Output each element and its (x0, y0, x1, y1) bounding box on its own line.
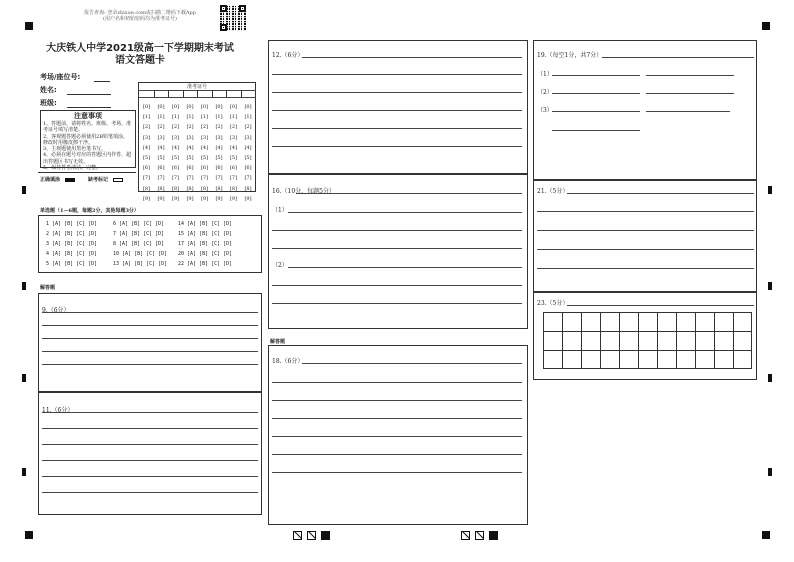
answer-line[interactable] (42, 351, 258, 352)
ticket-digit-bubble[interactable]: [1] (200, 114, 209, 121)
ticket-digit-bubble[interactable]: [9] (142, 195, 151, 202)
ticket-digit-bubble[interactable]: [2] (229, 124, 238, 131)
ticket-digit-bubble[interactable]: [3] (142, 134, 151, 141)
answer-line[interactable] (552, 75, 640, 76)
q16-part2-label: （2） (272, 262, 288, 269)
registration-mark-tr (762, 22, 770, 30)
ticket-digit-bubble[interactable]: [9] (200, 195, 209, 202)
ticket-digit-bubble[interactable]: [1] (244, 114, 252, 121)
ticket-digit-bubble[interactable]: [8] (244, 185, 252, 192)
ticket-digit-bubble[interactable]: [4] (215, 144, 223, 151)
registration-mark-bl (25, 531, 33, 539)
answer-line[interactable] (272, 74, 522, 75)
ticket-digit-bubble[interactable]: [2] (171, 124, 180, 131)
q19-part3-label: （3） (537, 107, 553, 114)
objective-question-row[interactable]: 2 [A] [B] [C] [D] (46, 231, 98, 237)
ticket-digit-bubble[interactable]: [0] (157, 104, 165, 110)
ticket-digit-bubble[interactable]: [6] (186, 165, 194, 172)
answer-line[interactable] (272, 285, 522, 286)
ticket-digit-bubble[interactable]: [5] (215, 154, 223, 161)
objective-question-row[interactable]: 3 [A] [B] [C] [D] (46, 241, 98, 247)
answer-line[interactable] (272, 128, 522, 129)
objective-question-row[interactable]: 10 [A] [B] [C] [D] (113, 251, 168, 257)
answer-line[interactable] (567, 193, 754, 194)
answer-line[interactable] (552, 130, 640, 131)
answer-line[interactable] (42, 364, 258, 365)
side-mark (768, 468, 772, 476)
exam-subtitle: 语文答题卡 (115, 55, 165, 66)
ticket-digit-bubble[interactable]: [0] (215, 104, 223, 110)
ticket-digit-bubble[interactable]: [2] (142, 124, 151, 131)
answer-line[interactable] (537, 211, 754, 212)
ticket-digit-bubble[interactable]: [5] (142, 154, 151, 161)
notice-box (40, 110, 136, 171)
ticket-digit-bubble[interactable]: [4] (229, 144, 238, 151)
ticket-digit-bubble[interactable]: [9] (171, 195, 180, 202)
notice-item: 3、主观题使用黑色笔书写。 (43, 146, 107, 152)
name-label: 姓名: (40, 86, 57, 94)
ticket-digit-bubble[interactable]: [8] (142, 185, 151, 192)
ticket-digit-bubble[interactable]: [3] (215, 134, 223, 141)
answer-line[interactable] (272, 110, 522, 111)
q9-label: 9.（6分） (42, 307, 70, 314)
side-mark (22, 282, 26, 290)
ticket-digit-bubble[interactable]: [6] (171, 165, 180, 172)
answer-line[interactable] (272, 418, 522, 419)
answer-line[interactable] (302, 57, 522, 58)
ticket-digit-bubble[interactable]: [3] (171, 134, 180, 141)
q16-answer-box[interactable] (268, 174, 528, 329)
notice-item: 1、答题前，请将姓名、班级、考场、准考证号填写清楚。 (43, 121, 132, 134)
ticket-digit-bubble[interactable]: [4] (186, 144, 194, 151)
answer-line[interactable] (537, 230, 754, 231)
ticket-digit-column (155, 102, 168, 204)
ticket-digit-bubble[interactable]: [8] (157, 185, 165, 192)
subjective-heading: 解答题 (40, 285, 56, 291)
ticket-digit-bubble[interactable]: [8] (215, 185, 223, 192)
objective-question-row[interactable]: 20 [A] [B] [C] [D] (178, 251, 233, 257)
side-mark (22, 374, 26, 382)
page-mark-slash (461, 531, 470, 540)
answer-line[interactable] (272, 230, 522, 231)
side-mark (22, 468, 26, 476)
ticket-digit-bubble[interactable]: [5] (157, 154, 165, 161)
info-section-frame (38, 172, 136, 182)
ticket-digit-bubble[interactable]: [0] (200, 104, 209, 110)
ticket-digit-bubble[interactable]: [4] (157, 144, 165, 151)
objective-question-row[interactable]: 22 [A] [B] [C] [D] (178, 261, 233, 267)
ticket-digit-column (140, 102, 153, 204)
ticket-digit-bubble[interactable]: [2] (200, 124, 209, 131)
answer-line[interactable] (42, 492, 258, 493)
ticket-digit-bubble[interactable]: [3] (157, 134, 165, 141)
answer-line[interactable] (567, 305, 754, 306)
ticket-digit-bubble[interactable]: [9] (186, 195, 194, 202)
answer-line[interactable] (272, 92, 522, 93)
side-mark (768, 186, 772, 194)
objective-question-row[interactable]: 5 [A] [B] [C] [D] (46, 261, 98, 267)
fill-legend-correct-label: 正确填涂 (40, 177, 61, 183)
ticket-digit-column (242, 102, 255, 204)
ticket-digit-bubble[interactable]: [5] (229, 154, 238, 161)
answer-line[interactable] (272, 382, 522, 383)
q21-label: 21.（5分） (537, 188, 569, 195)
ticket-digit-bubble[interactable]: [7] (200, 175, 209, 182)
answer-line[interactable] (42, 476, 258, 477)
answer-line[interactable] (42, 412, 258, 413)
ticket-digit-bubble[interactable]: [6] (142, 165, 151, 172)
fill-legend-absent-label: 缺考标记 (88, 177, 109, 183)
ticket-digit-column (169, 102, 182, 204)
ticket-digit-column (198, 102, 211, 204)
q21-answer-box[interactable] (533, 180, 757, 292)
registration-mark-tl (25, 22, 33, 30)
ticket-digit-bubble[interactable]: [7] (157, 175, 165, 182)
ticket-digit-bubble[interactable]: [6] (157, 165, 165, 172)
answer-line[interactable] (42, 312, 258, 313)
ticket-digit-bubble[interactable]: [9] (244, 195, 252, 202)
q9-answer-box[interactable] (38, 293, 262, 392)
ticket-digit-bubble[interactable]: [6] (229, 165, 238, 172)
q12-answer-box[interactable] (268, 40, 528, 174)
q16-label: 16.（10分，每题5分） (272, 188, 335, 195)
q16-part1-label: （1） (272, 207, 288, 214)
ticket-digit-column (184, 102, 197, 204)
ticket-digit-bubble[interactable]: [7] (229, 175, 238, 182)
ticket-digit-bubble[interactable]: [7] (171, 175, 180, 182)
ticket-digit-bubble[interactable]: [2] (215, 124, 223, 131)
ticket-digit-bubble[interactable]: [8] (200, 185, 209, 192)
side-mark (22, 186, 26, 194)
page-mark-slash (475, 531, 484, 540)
answer-line[interactable] (288, 212, 522, 213)
objective-question-row[interactable]: 15 [A] [B] [C] [D] (178, 231, 233, 237)
answer-line[interactable] (42, 428, 258, 429)
page-mark-slash (293, 531, 302, 540)
q19-part2-label: （2） (537, 89, 553, 96)
ticket-digit-bubble[interactable]: [0] (171, 104, 180, 110)
ticket-digit-bubble[interactable]: [1] (229, 114, 238, 121)
ticket-digit-bubble[interactable]: [5] (200, 154, 209, 161)
q23-label: 23.（5分） (537, 300, 569, 307)
q19-answer-box[interactable] (533, 40, 757, 180)
page-mark-solid (489, 531, 498, 540)
ticket-digit-bubble[interactable]: [5] (244, 154, 252, 161)
qr-code (220, 5, 246, 31)
ticket-digit-bubble[interactable]: [7] (215, 175, 223, 182)
answer-line[interactable] (537, 249, 754, 250)
q18-label: 18.（6分） (272, 358, 304, 365)
answer-line[interactable] (646, 75, 734, 76)
ticket-digit-bubble[interactable]: [2] (157, 124, 165, 131)
ticket-digit-bubble[interactable]: [1] (186, 114, 194, 121)
subjective-heading-2: 解答题 (270, 339, 286, 345)
objective-question-row[interactable]: 13 [A] [B] [C] [D] (113, 261, 168, 267)
ticket-digit-bubble[interactable]: [4] (200, 144, 209, 151)
answer-line[interactable] (288, 267, 522, 268)
answer-line[interactable] (42, 325, 258, 326)
answer-line[interactable] (272, 454, 522, 455)
ticket-digit-bubble[interactable]: [5] (186, 154, 194, 161)
ticket-digit-bubble[interactable]: [0] (244, 104, 252, 110)
report-query-line1: 报告查询: 登录zhixue.com或扫描二维码下载App (84, 10, 196, 16)
ticket-digit-bubble[interactable]: [8] (171, 185, 180, 192)
answer-line[interactable] (42, 338, 258, 339)
objective-question-row[interactable]: 1 [A] [B] [C] [D] (46, 221, 98, 227)
answer-line[interactable] (646, 111, 730, 112)
ticket-digit-bubble[interactable]: [8] (229, 185, 238, 192)
ticket-digit-bubble[interactable]: [3] (186, 134, 194, 141)
ticket-digit-bubble[interactable]: [4] (244, 144, 252, 151)
page-mark-slash (307, 531, 316, 540)
class-label: 班级: (40, 99, 57, 107)
ticket-digit-bubble[interactable]: [4] (171, 144, 180, 151)
answer-line[interactable] (296, 193, 522, 194)
objective-heading: 单选题（1—6题，每题2分，其他每题3分） (40, 208, 139, 214)
ticket-digit-bubble[interactable]: [0] (186, 104, 194, 110)
answer-line[interactable] (537, 268, 754, 269)
ticket-digit-bubble[interactable]: [6] (200, 165, 209, 172)
ticket-digit-bubble[interactable]: [4] (142, 144, 151, 151)
answer-line[interactable] (42, 460, 258, 461)
ticket-digit-bubble[interactable]: [6] (215, 165, 223, 172)
ticket-digit-bubble[interactable]: [2] (244, 124, 252, 131)
ticket-digit-bubble[interactable]: [0] (229, 104, 238, 110)
ticket-digit-bubble[interactable]: [7] (186, 175, 194, 182)
q18-answer-box[interactable] (268, 345, 528, 525)
answer-line[interactable] (272, 436, 522, 437)
q19-label: 19.（每空1分，共7分） (537, 52, 603, 59)
side-mark (768, 282, 772, 290)
ticket-digit-bubble[interactable]: [1] (215, 114, 223, 121)
side-mark (768, 374, 772, 382)
answer-line[interactable] (272, 400, 522, 401)
answer-line[interactable] (552, 111, 640, 112)
room-seat-label: 考场/座位号: (40, 73, 81, 81)
registration-mark-br (762, 531, 770, 539)
ticket-number-label: 准考证号 (186, 84, 207, 90)
page-mark-solid (321, 531, 330, 540)
notice-item: 2、客观题答题必须使用2B铅笔填涂，修改时用橡皮擦干净。 (43, 133, 129, 146)
ticket-digit-bubble[interactable]: [7] (142, 175, 151, 182)
ticket-digit-bubble[interactable]: [1] (171, 114, 180, 121)
ticket-digit-bubble[interactable]: [9] (157, 195, 165, 202)
ticket-digit-bubble[interactable]: [1] (157, 114, 165, 121)
answer-line[interactable] (646, 93, 734, 94)
answer-line[interactable] (302, 363, 522, 364)
exam-title: 大庆铁人中学2021级高一下学期期末考试 (46, 43, 234, 54)
ticket-digit-bubble[interactable]: [0] (142, 104, 151, 110)
ticket-digit-column (213, 102, 226, 204)
q12-label: 12.（6分） (272, 52, 304, 59)
answer-line[interactable] (42, 444, 258, 445)
ticket-digit-bubble[interactable]: [9] (229, 195, 238, 202)
q19-part1-label: （1） (537, 71, 553, 78)
answer-line[interactable] (272, 146, 522, 147)
ticket-digit-bubble[interactable]: [1] (142, 114, 151, 121)
answer-line[interactable] (272, 303, 522, 304)
ticket-digit-column (227, 102, 240, 204)
objective-question-row[interactable]: 6 [A] [B] [C] [D] (113, 221, 165, 227)
report-query-notice (60, 10, 220, 23)
ticket-digit-bubble[interactable]: [9] (215, 195, 223, 202)
objective-question-row[interactable]: 4 [A] [B] [C] [D] (46, 251, 98, 257)
answer-line[interactable] (552, 93, 640, 94)
name-field[interactable] (40, 85, 111, 95)
ticket-digit-bubble[interactable]: [8] (186, 185, 194, 192)
answer-line[interactable] (602, 57, 754, 58)
answer-line[interactable] (272, 472, 522, 473)
q11-label: 11.（6分） (42, 407, 74, 414)
room-seat-field[interactable] (40, 72, 110, 82)
ticket-digit-bubble[interactable]: [3] (200, 134, 209, 141)
composition-grid[interactable] (543, 312, 752, 369)
ticket-digit-bubble[interactable]: [2] (186, 124, 194, 131)
objective-question-row[interactable]: 17 [A] [B] [C] [D] (178, 241, 233, 247)
notice-list (41, 121, 135, 171)
ticket-digit-bubble[interactable]: [7] (244, 175, 252, 182)
answer-line[interactable] (272, 248, 522, 249)
ticket-digit-bubble[interactable]: [5] (171, 154, 180, 161)
ticket-digit-bubble[interactable]: [6] (244, 165, 252, 172)
ticket-digit-bubble[interactable]: [3] (244, 134, 252, 141)
objective-question-row[interactable]: 8 [A] [B] [C] [D] (113, 241, 165, 247)
notice-item: 4、必须在题号对应的答题区内作答，超出答题区书写无效。 (43, 152, 132, 165)
objective-question-row[interactable]: 7 [A] [B] [C] [D] (113, 231, 165, 237)
notice-item: 5、保持答卷清洁、完整。 (43, 164, 102, 171)
report-query-line2: (用户名和初始密码均为准考证号) (103, 16, 177, 23)
ticket-digit-bubble[interactable]: [3] (229, 134, 238, 141)
objective-question-row[interactable]: 14 [A] [B] [C] [D] (178, 221, 233, 227)
class-field[interactable] (40, 98, 111, 108)
notice-title: 注意事项 (74, 111, 102, 120)
